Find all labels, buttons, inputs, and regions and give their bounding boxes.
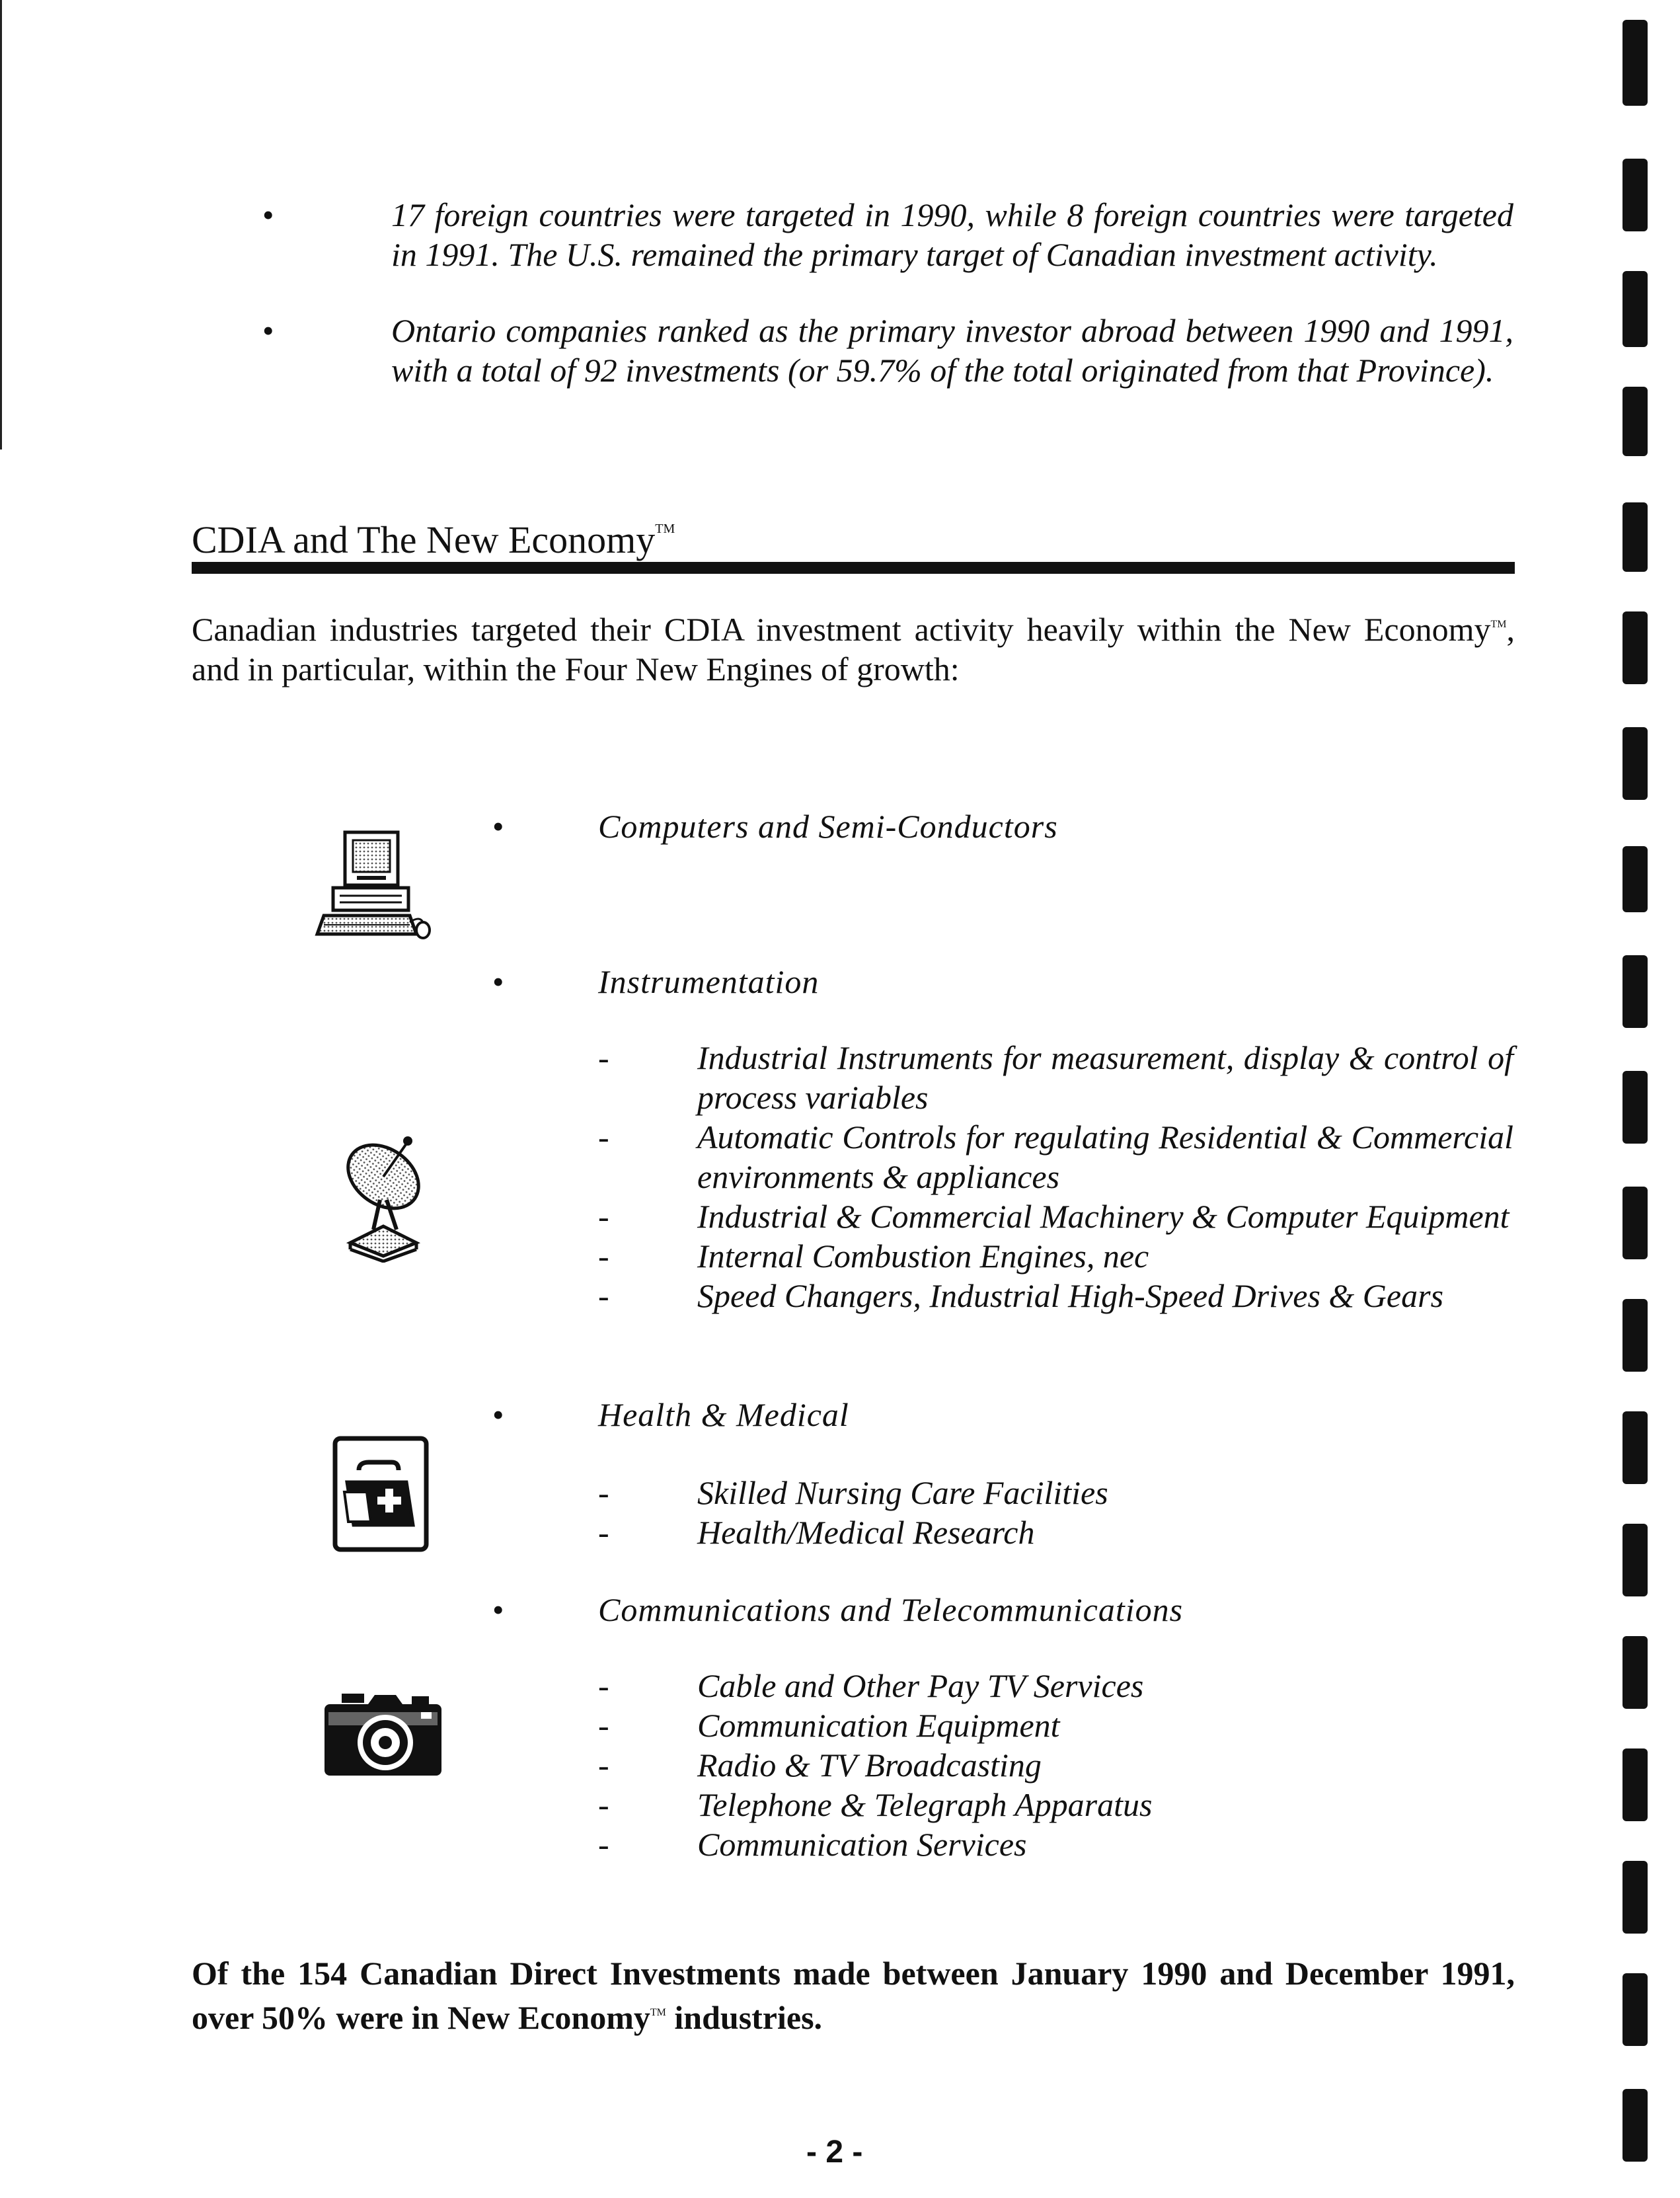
bullet-dot: • bbox=[262, 312, 274, 349]
list-item-text: Communication Equipment bbox=[697, 1707, 1060, 1744]
conclusion-text: Of the 154 Canadian Direct Investments made between January 1990 and December 1991, over 50% were in New Economy bbox=[192, 1955, 1515, 2036]
binder-mark bbox=[1623, 611, 1648, 684]
section-title-instrumentation: Instrumentation bbox=[598, 963, 820, 1000]
binder-mark bbox=[1623, 727, 1648, 800]
intro-text-cont: , and in particular, within the Four New Engines of growth: bbox=[192, 611, 1515, 687]
binder-mark bbox=[1623, 159, 1648, 231]
camera-icon bbox=[322, 1692, 444, 1778]
list-item-text: Internal Combustion Engines, nec bbox=[697, 1237, 1149, 1275]
list-dash: - bbox=[598, 1667, 609, 1704]
list-dash: - bbox=[598, 1747, 609, 1784]
binder-mark bbox=[1623, 1748, 1648, 1821]
binder-mark bbox=[1623, 1636, 1648, 1709]
top-bullet-item bbox=[262, 195, 1513, 274]
instrumentation-list bbox=[598, 1038, 1513, 1315]
list-dash: - bbox=[598, 1237, 609, 1275]
list-dash: - bbox=[598, 1198, 609, 1235]
list-item-text: Radio & TV Broadcasting bbox=[697, 1747, 1042, 1784]
list-item-text: Skilled Nursing Care Facilities bbox=[697, 1474, 1108, 1511]
intro-paragraph bbox=[192, 605, 1515, 689]
binder-mark bbox=[1623, 1411, 1648, 1484]
section-title-computers: Computers and Semi-Conductors bbox=[598, 808, 1058, 845]
list-item bbox=[598, 1706, 1513, 1745]
binder-mark bbox=[1623, 1187, 1648, 1259]
top-bullet-text: 17 foreign countries were targeted in 1990, while 8 foreign countries were targeted in 1991. The U.S. remained the primary target of Canadian investment activity. bbox=[391, 196, 1513, 273]
bullet-dot: • bbox=[492, 963, 504, 1000]
conclusion-paragraph bbox=[192, 1953, 1515, 2037]
list-dash: - bbox=[598, 1474, 609, 1511]
list-item bbox=[598, 1745, 1513, 1785]
list-item-text: Speed Changers, Industrial High-Speed Drives & Gears bbox=[697, 1277, 1444, 1314]
list-item-text: Communication Services bbox=[697, 1826, 1027, 1863]
list-dash: - bbox=[598, 1707, 609, 1744]
health-list bbox=[598, 1473, 1513, 1552]
list-dash: - bbox=[598, 1826, 609, 1863]
list-item bbox=[598, 1785, 1513, 1825]
binder-mark bbox=[1623, 846, 1648, 912]
medical-bag-icon bbox=[332, 1436, 429, 1552]
list-item bbox=[598, 1276, 1513, 1315]
heading-text: CDIA and The New Economy bbox=[192, 518, 656, 561]
list-item bbox=[598, 1473, 1513, 1512]
binder-mark bbox=[1623, 1973, 1648, 2046]
list-item-text: Industrial & Commercial Machinery & Computer Equipment bbox=[697, 1198, 1509, 1235]
section-heading bbox=[192, 506, 675, 563]
binder-mark bbox=[1623, 502, 1648, 572]
binder-mark bbox=[1623, 1861, 1648, 1934]
list-dash: - bbox=[598, 1039, 609, 1076]
bullet-dot: • bbox=[492, 1591, 504, 1628]
list-item bbox=[598, 1825, 1513, 1864]
list-item bbox=[598, 1666, 1513, 1706]
communications-list bbox=[598, 1666, 1513, 1864]
top-bullet-text: Ontario companies ranked as the primary investor abroad between 1990 and 1991, with a total of 92 investments (or 59.7% of the total originated from that Province). bbox=[391, 312, 1513, 389]
binder-mark bbox=[1623, 1524, 1648, 1596]
intro-text: Canadian industries targeted their CDIA investment activity heavily within the New Economy bbox=[192, 611, 1491, 648]
section-title-health: Health & Medical bbox=[598, 1396, 849, 1433]
binder-mark bbox=[1623, 955, 1648, 1028]
binder-mark bbox=[1623, 20, 1648, 106]
bullet-dot: • bbox=[262, 196, 274, 233]
list-dash: - bbox=[598, 1514, 609, 1551]
list-item-text: Telephone & Telegraph Apparatus bbox=[697, 1786, 1153, 1823]
heading-rule bbox=[192, 562, 1515, 574]
binder-mark bbox=[1623, 2089, 1648, 2162]
list-item bbox=[598, 1236, 1513, 1276]
list-item bbox=[598, 1512, 1513, 1552]
conclusion-text-cont: industries. bbox=[666, 1999, 823, 2036]
list-item bbox=[598, 1197, 1513, 1236]
satellite-dish-icon bbox=[334, 1130, 433, 1263]
list-item bbox=[598, 1038, 1513, 1117]
binder-mark bbox=[1623, 1299, 1648, 1372]
bullet-dot: • bbox=[492, 808, 504, 845]
list-dash: - bbox=[598, 1786, 609, 1823]
trademark-mark: TM bbox=[650, 2007, 666, 2018]
top-bullet-item bbox=[262, 311, 1513, 390]
top-bullet-list bbox=[262, 195, 1513, 426]
list-item-text: Automatic Controls for regulating Residential & Commercial environments & appliances bbox=[697, 1119, 1513, 1195]
list-item-text: Cable and Other Pay TV Services bbox=[697, 1667, 1144, 1704]
page-number: - 2 - bbox=[806, 2135, 863, 2170]
page-edge-line bbox=[0, 0, 2, 450]
binder-mark bbox=[1623, 271, 1648, 347]
list-item-text: Health/Medical Research bbox=[697, 1514, 1035, 1551]
list-dash: - bbox=[598, 1119, 609, 1156]
list-dash: - bbox=[598, 1277, 609, 1314]
computer-icon bbox=[311, 830, 436, 952]
binder-mark bbox=[1623, 1071, 1648, 1144]
list-item bbox=[598, 1117, 1513, 1197]
section-title-communications: Communications and Telecommunications bbox=[598, 1591, 1184, 1628]
binder-mark bbox=[1623, 387, 1648, 456]
bullet-dot: • bbox=[492, 1396, 504, 1433]
trademark-mark: TM bbox=[1490, 619, 1507, 630]
list-item-text: Industrial Instruments for measurement, display & control of process variables bbox=[697, 1039, 1513, 1116]
trademark-mark: TM bbox=[655, 522, 675, 536]
